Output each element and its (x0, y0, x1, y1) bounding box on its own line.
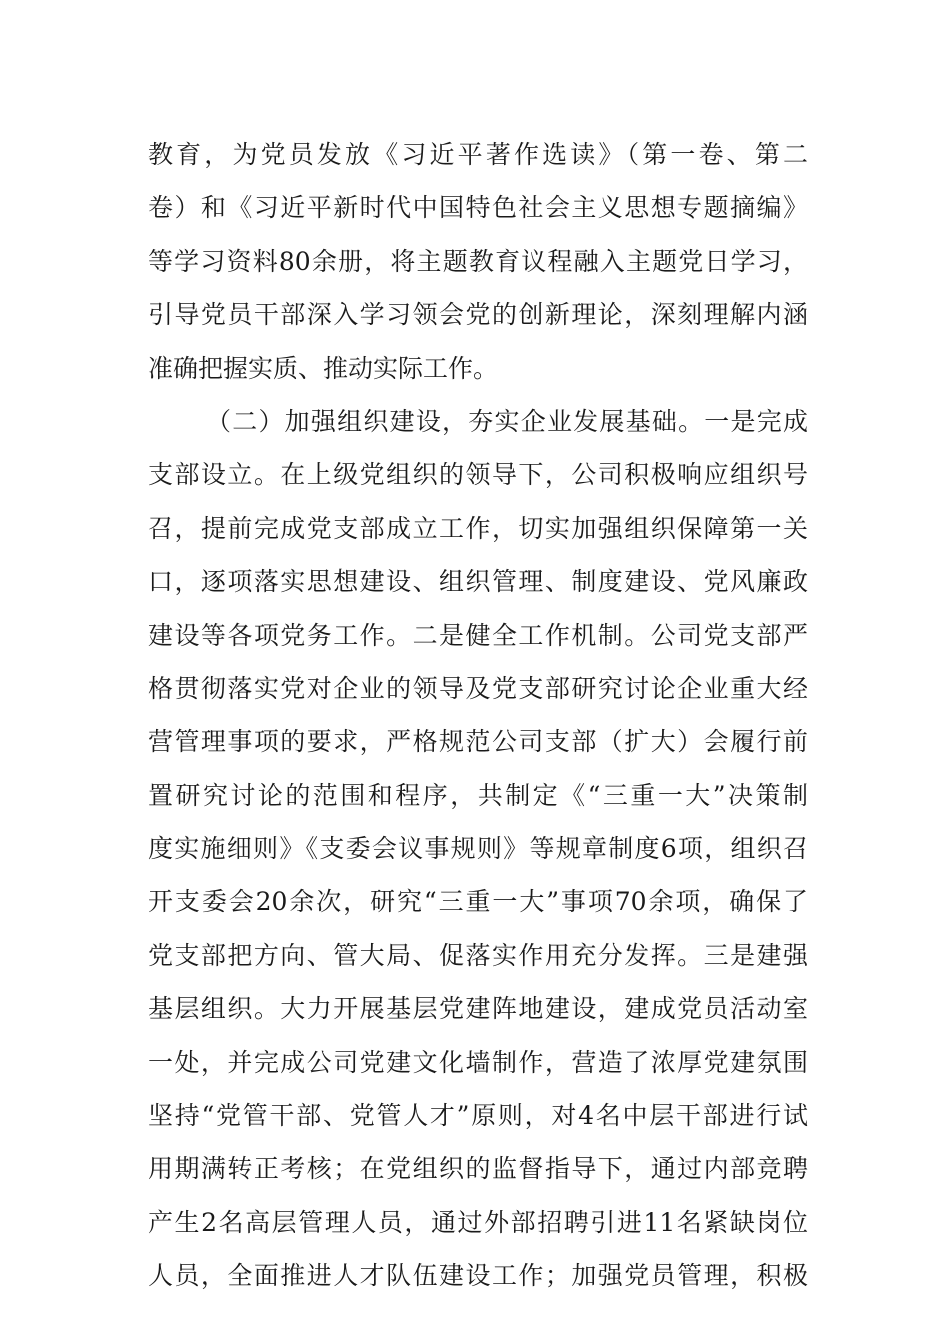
text-line: 坚持“党管干部、党管人才”原则，对4名中层干部进行试 (148, 1101, 808, 1131)
text-line: 营管理事项的要求，严格规范公司支部（扩大）会履行前 (148, 727, 808, 757)
text-line: 卷）和《习近平新时代中国特色社会主义思想专题摘编》 (148, 193, 808, 223)
text-line: 准确把握实质、推动实际工作。 (148, 353, 499, 383)
text-line: 等学习资料80余册，将主题教育议程融入主题党日学习， (148, 246, 808, 276)
text-line: 支部设立。在上级党组织的领导下，公司积极响应组织号 (148, 460, 808, 490)
body-text (148, 128, 808, 1303)
text-line: 引导党员干部深入学习领会党的创新理论，深刻理解内涵 (148, 300, 808, 330)
text-line: 置研究讨论的范围和程序，共制定《“三重一大”决策制 (148, 780, 808, 810)
text-line: 基层组织。大力开展基层党建阵地建设，建成党员活动室 (148, 994, 808, 1024)
text-line: 格贯彻落实党对企业的领导及党支部研究讨论企业重大经 (148, 673, 808, 703)
text-line: 人员，全面推进人才队伍建设工作；加强党员管理，积极 (148, 1261, 808, 1291)
text-line: 召，提前完成党支部成立工作，切实加强组织保障第一关 (148, 513, 808, 543)
text-line: 用期满转正考核；在党组织的监督指导下，通过内部竞聘 (148, 1154, 808, 1184)
text-line: 度实施细则》《支委会议事规则》等规章制度6项，组织召 (148, 834, 808, 864)
text-line: 建设等各项党务工作。二是健全工作机制。公司党支部严 (148, 620, 808, 650)
text-line: 教育，为党员发放《习近平著作选读》（第一卷、第二 (148, 140, 808, 169)
text-line: 产生2名高层管理人员，通过外部招聘引进11名紧缺岗位 (148, 1207, 808, 1237)
text-line: 党支部把方向、管大局、促落实作用充分发挥。三是建强 (148, 940, 808, 970)
text-line: 开支委会20余次，研究“三重一大”事项70余项，确保了 (148, 887, 808, 917)
section-heading-line: （二）加强组织建设，夯实企业发展基础。一是完成 (206, 406, 808, 436)
text-line: 一处，并完成公司党建文化墙制作，营造了浓厚党建氛围 (148, 1047, 808, 1077)
text-line: 口，逐项落实思想建设、组织管理、制度建设、党风廉政 (148, 567, 808, 597)
